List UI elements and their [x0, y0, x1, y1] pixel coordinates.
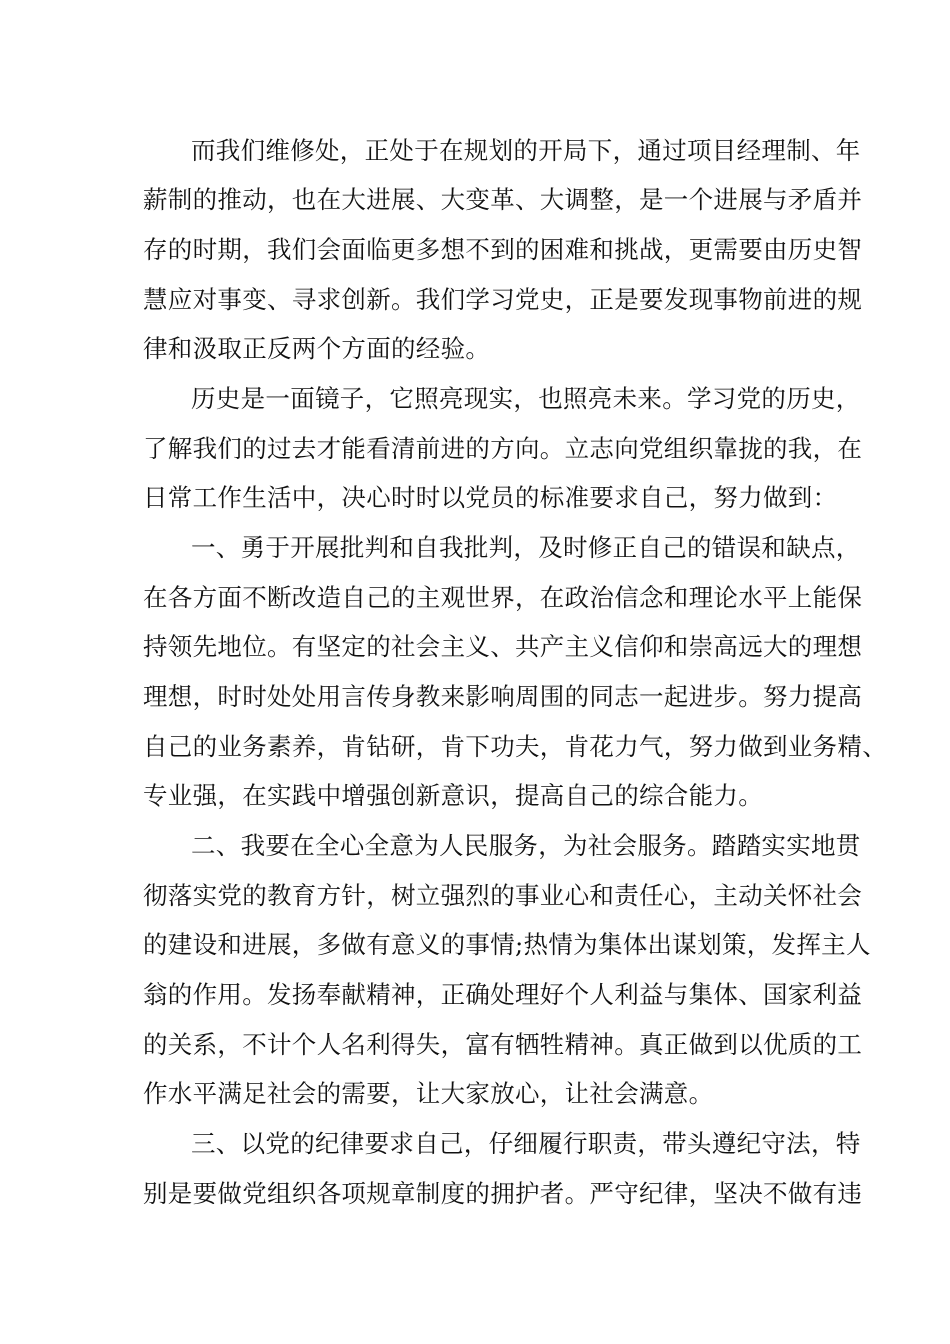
text-line: 专业强，在实践中增强创新意识，提高自己的综合能力。 [143, 781, 763, 810]
text-line: 理想，时时处处用言传身教来影响周围的同志一起进步。努力提高 [143, 682, 863, 711]
text-line: 作水平满足社会的需要，让大家放心，让社会满意。 [143, 1079, 714, 1108]
text-line: 持领先地位。有坚定的社会主义、共产主义信仰和崇高远大的理想 [143, 632, 863, 661]
text-line: 翁的作用。发扬奉献精神，正确处理好个人利益与集体、国家利益 [143, 980, 863, 1009]
text-line: 二、我要在全心全意为人民服务，为社会服务。踏踏实实地贯 [191, 831, 861, 860]
text-line: 历史是一面镜子，它照亮现实，也照亮未来。学习党的历史， [191, 384, 861, 413]
text-line: 存的时期，我们会面临更多想不到的困难和挑战，更需要由历史智 [143, 235, 863, 264]
text-line: 别是要做党组织各项规章制度的拥护者。严守纪律，坚决不做有违 [143, 1179, 863, 1208]
text-line: 三、以党的纪律要求自己，仔细履行职责，带头遵纪守法，特 [191, 1129, 861, 1158]
text-line: 薪制的推动，也在大进展、大变革、大调整，是一个进展与矛盾并 [143, 185, 863, 214]
text-line: 在各方面不断改造自己的主观世界，在政治信念和理论水平上能保 [143, 583, 863, 612]
text-line: 彻落实党的教育方针，树立强烈的事业心和责任心，主动关怀社会 [143, 881, 863, 910]
text-line: 律和汲取正反两个方面的经验。 [143, 334, 491, 363]
text-line: 的关系，不计个人名利得失，富有牺牲精神。真正做到以优质的工 [143, 1030, 863, 1059]
text-line: 日常工作生活中，决心时时以党员的标准要求自己，努力做到： [143, 483, 838, 512]
text-line: 的建设和进展，多做有意义的事情;热情为集体出谋划策，发挥主人 [143, 930, 871, 959]
text-line: 了解我们的过去才能看清前进的方向。立志向党组织靠拢的我，在 [143, 434, 863, 463]
text-line: 一、勇于开展批判和自我批判，及时修正自己的错误和缺点， [191, 533, 861, 562]
text-line: 慧应对事变、寻求创新。我们学习党史，正是要发现事物前进的规 [143, 285, 863, 314]
text-line: 自己的业务素养，肯钻研，肯下功夫，肯花力气，努力做到业务精、 [143, 732, 887, 761]
text-line: 而我们维修处，正处于在规划的开局下，通过项目经理制、年 [191, 136, 861, 165]
